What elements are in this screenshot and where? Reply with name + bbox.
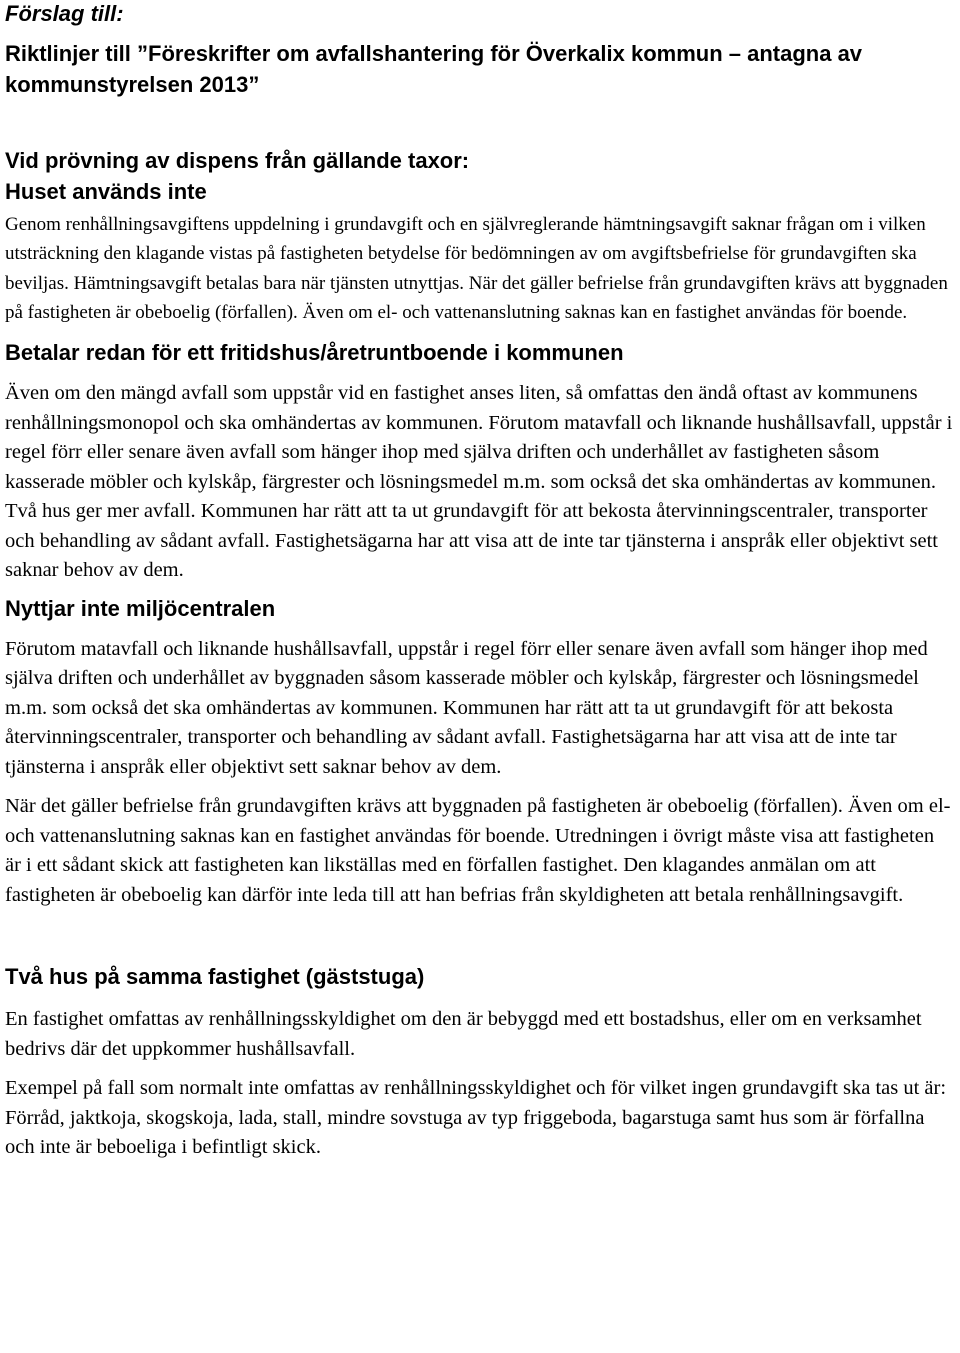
- paragraph-already-paying: Även om den mängd avfall som uppstår vid en fastighet anses liten, så omfattas den ändå oftast av kommunens renhållningsmonopol och ska omhändertas av kommunen. Förutom matavfall och liknande hushållsavfall, uppstår i regel förr eller senare även avfall som hänger ihop med själva driften och underhållet av fastigheten såsom kasserade möbler och kylskåp, färgrester och lösningsmedel m.m. som också det ska omhändertas av kommunen. Två hus ger mer avfall. Kommunen har rätt att ta ut grundavgift för att bekosta återvinningscentraler, transporter och behandling av sådant avfall. Fastighetsägarna har att visa att de inte tar tjänsterna i anspråk eller objektivt sett saknar behov av dem.: [5, 382, 953, 582]
- section-heading-dispens: Vid prövning av dispens från gällande taxor:: [5, 148, 470, 173]
- paragraph-two-houses-2: Exempel på fall som normalt inte omfattas av renhållningsskyldighet och för vilket ingen grundavgift ska tas ut är: Förråd, jaktkoja, skogskoja, lada, stall, mindre sovstuga av typ friggeboda, bagarstuga samt hus som är förfallna och inte är beboeliga i befintligt skick.: [5, 1077, 947, 1159]
- section-heading-two-houses: Två hus på samma fastighet (gäststuga): [5, 964, 425, 990]
- paragraph-house-unused: Genom renhållningsavgiftens uppdelning i grundavgift och en självreglerande hämtningsavgift saknar frågan om i vilken utsträckning den klagande vistas på fastigheten betydelse för bedömningen av om avgiftsbefrielse för grundavgiften ska beviljas. Hämtningsavgift betalas bara när tjänsten utnyttjas. När det gäller befrielse från grundavgiften krävs att byggnaden på fastigheten är obeboelig (förfallen). Även om el- och vattenanslutning saknas kan en fastighet användas för boende.: [5, 214, 948, 323]
- paragraph-recycling-centre-1: Förutom matavfall och liknande hushållsavfall, uppstår i regel förr eller senare även avfall som hänger ihop med själva driften och underhållet av byggnaden såsom kasserade möbler och kylskåp, färgrester och lösningsmedel m.m. som också det ska omhändertas av kommunen. Kommunen har rätt att ta ut grundavgift för att bekosta återvinningscentraler, transporter och behandling av sådant avfall. Fastighetsägarna har att visa att de inte tar tjänsterna i anspråk eller objektivt sett saknar behov av dem.: [5, 637, 928, 778]
- subheading-house-unused: Huset används inte: [5, 179, 207, 204]
- section-heading-recycling-centre: Nyttjar inte miljöcentralen: [5, 595, 276, 621]
- proposal-label: Förslag till:: [5, 1, 124, 26]
- section-heading-already-paying: Betalar redan för ett fritidshus/åretruntboende i kommunen: [5, 340, 624, 366]
- document-page: [5, 0, 955, 1163]
- paragraph-recycling-centre-2: När det gäller befrielse från grundavgiften krävs att byggnaden på fastigheten är obeboelig (förfallen). Även om el- och vattenanslutning saknas kan en fastighet användas för boende. Utredningen i övrigt måste visa att fastigheten är i ett sådant skick att fastigheten kan likställas med en förfallen fastighet. Den klagandes anmälan om att fastigheten är obeboelig kan därför inte leda till att han befrias från skyldigheten att betala renhållningsavgift.: [5, 795, 951, 906]
- paragraph-two-houses-1: En fastighet omfattas av renhållningsskyldighet om den är bebyggd med ett bostadshus, eller om en verksamhet bedrivs där det uppkommer hushållsavfall.: [5, 1008, 922, 1060]
- document-title: Riktlinjer till ”Föreskrifter om avfallshantering för Överkalix kommun – antagna av kommunstyrelsen 2013”: [5, 41, 863, 97]
